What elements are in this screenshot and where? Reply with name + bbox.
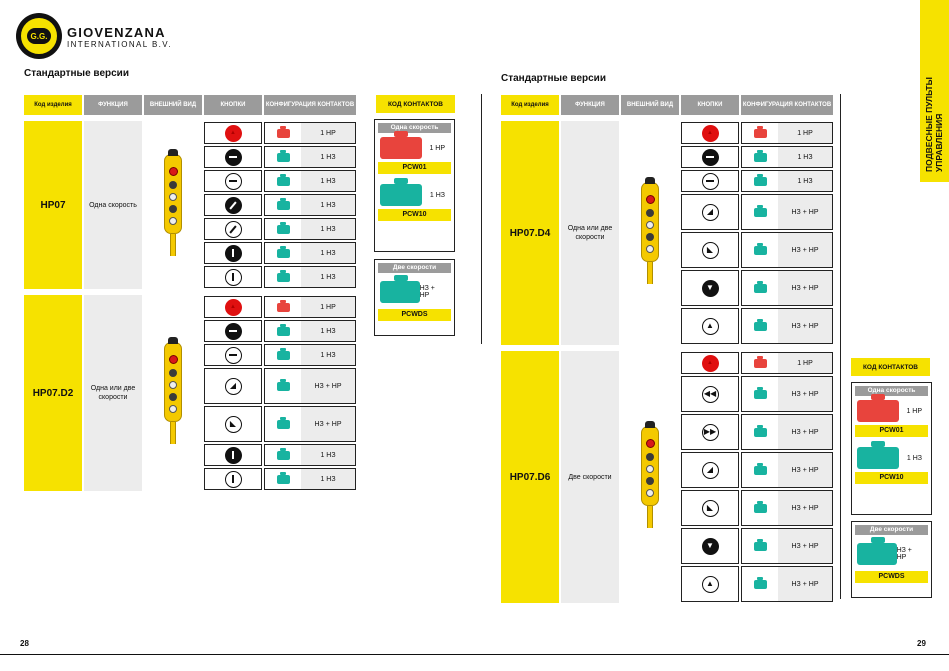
contact-code-title: КОД КОНТАКТОВ xyxy=(851,358,930,376)
table-row xyxy=(24,295,356,319)
black-h-button-icon xyxy=(225,149,242,166)
contact-block-green-icon xyxy=(754,580,767,589)
contact-config-label: 1 НЗ xyxy=(301,469,355,489)
contact-config-label: НЗ + НР xyxy=(778,377,832,411)
black-v-button-icon xyxy=(225,245,242,262)
contact-config-label: НЗ + НР xyxy=(778,309,832,343)
white-left-button-icon: ◀◀ xyxy=(702,386,719,403)
header-config: КОНФИГУРАЦИЯ КОНТАКТОВ xyxy=(264,95,356,115)
legend-single-speed: Одна скорость 1 НР PCW01 1 НЗ PCW10 xyxy=(851,382,932,515)
left-section-title: Стандартные версии xyxy=(24,68,129,79)
white-v-button-icon xyxy=(225,471,242,488)
contact-config-label: 1 НЗ xyxy=(301,219,355,239)
header-visual: ВНЕШНИЙ ВИД xyxy=(144,95,202,115)
contact-block-green-icon xyxy=(754,284,767,293)
contact-config-label: 1 НР xyxy=(778,353,832,373)
contact-block-green-icon xyxy=(380,281,420,303)
contact-config-label: 1 НР xyxy=(778,123,832,143)
product-code: HP07.D2 xyxy=(24,295,82,491)
contact-code-title: КОД КОНТАКТОВ xyxy=(376,95,455,113)
contact-block-red-icon xyxy=(754,359,767,368)
header-function: ФУНКЦИЯ xyxy=(84,95,142,115)
legend-single-speed: Одна скорость 1 НР PCW01 1 НЗ PCW10 xyxy=(374,119,455,252)
contact-block-green-icon xyxy=(277,153,290,162)
contact-block-green-icon xyxy=(277,273,290,282)
contact-block-green-icon xyxy=(754,208,767,217)
pendant-image xyxy=(621,182,679,284)
bottom-rule xyxy=(0,654,949,655)
header-buttons: КНОПКИ xyxy=(204,95,262,115)
contact-block-red-icon xyxy=(277,129,290,138)
black-h-button-icon xyxy=(225,323,242,340)
contact-config-label: НЗ + НР xyxy=(778,271,832,305)
white-h-button-icon xyxy=(702,173,719,190)
contact-block-red-icon xyxy=(754,129,767,138)
contact-block-green-icon xyxy=(277,177,290,186)
product-function: Одна скорость xyxy=(84,121,142,289)
contact-block-green-icon xyxy=(754,177,767,186)
black-tri-down-button-icon: ▼ xyxy=(702,538,719,555)
white-h-button-icon xyxy=(225,173,242,190)
stop-button-icon: ▲ xyxy=(225,125,242,142)
contact-block-green-icon xyxy=(380,184,422,206)
contact-block-green-icon xyxy=(277,327,290,336)
header-buttons: КНОПКИ xyxy=(681,95,739,115)
white-up-button-icon: ◢ xyxy=(225,378,242,395)
page-number-right: 29 xyxy=(917,639,926,648)
contact-config-label: 1 НЗ xyxy=(301,243,355,263)
page-number-left: 28 xyxy=(20,639,29,648)
contact-config-label: НЗ + НР xyxy=(778,233,832,267)
contact-config-label: НЗ + НР xyxy=(778,195,832,229)
contact-config-label: НЗ + НР xyxy=(778,415,832,449)
stop-button-icon: ▲ xyxy=(225,299,242,316)
white-up-button-icon: ◢ xyxy=(702,462,719,479)
white-down-button-icon: ◣ xyxy=(225,416,242,433)
table-row xyxy=(24,121,356,145)
contact-block-green-icon xyxy=(277,249,290,258)
white-up-button-icon: ◢ xyxy=(702,204,719,221)
contact-block-green-icon xyxy=(754,246,767,255)
stop-button-icon: ▲ xyxy=(702,355,719,372)
contact-block-green-icon xyxy=(754,428,767,437)
contact-block-green-icon xyxy=(857,543,897,565)
product-function: Одна или две скорости xyxy=(84,295,142,491)
product-code: HP07.D6 xyxy=(501,351,559,603)
stop-button-icon: ▲ xyxy=(702,125,719,142)
contact-config-label: НЗ + НР xyxy=(778,567,832,601)
legend-two-speed: Две скорости НЗ + НР PCWDS xyxy=(374,259,455,336)
black-v-button-icon xyxy=(225,447,242,464)
contact-config-label: 1 НЗ xyxy=(778,171,832,191)
product-function: Две скорости xyxy=(561,351,619,603)
pendant-image xyxy=(144,154,202,256)
header-config: КОНФИГУРАЦИЯ КОНТАКТОВ xyxy=(741,95,833,115)
contact-config-label: 1 НЗ xyxy=(301,345,355,365)
brand-name: GIOVENZANA xyxy=(67,25,166,40)
column-divider xyxy=(840,94,841,599)
contact-block-green-icon xyxy=(277,351,290,360)
product-code: HP07 xyxy=(24,121,82,289)
brand-subtitle: INTERNATIONAL B.V. xyxy=(67,40,172,49)
header-code: Код изделия xyxy=(24,95,82,115)
contact-config-label: 1 НЗ xyxy=(301,171,355,191)
header-function: ФУНКЦИЯ xyxy=(561,95,619,115)
contact-block-red-icon xyxy=(380,137,422,159)
table-row xyxy=(501,121,833,145)
contact-block-green-icon xyxy=(754,504,767,513)
left-product-table xyxy=(22,95,358,491)
contact-block-green-icon xyxy=(277,475,290,484)
contact-block-green-icon xyxy=(277,382,290,391)
pendant-image xyxy=(621,426,679,528)
white-h-button-icon xyxy=(225,347,242,364)
right-section-title: Стандартные версии xyxy=(501,73,606,84)
contact-block-green-icon xyxy=(277,201,290,210)
contact-block-green-icon xyxy=(754,390,767,399)
white-tri-up-button-icon: ▲ xyxy=(702,318,719,335)
giovenzana-logo: G.G. xyxy=(16,13,62,59)
right-product-table xyxy=(499,95,835,603)
header-visual: ВНЕШНИЙ ВИД xyxy=(621,95,679,115)
contact-config-label: 1 НР xyxy=(301,123,355,143)
contact-block-green-icon xyxy=(754,542,767,551)
contact-block-red-icon xyxy=(277,303,290,312)
contact-block-red-icon xyxy=(857,400,899,422)
contact-config-label: 1 НЗ xyxy=(301,445,355,465)
contact-config-label: 1 НР xyxy=(301,297,355,317)
black-d-button-icon xyxy=(225,197,242,214)
contact-block-green-icon xyxy=(754,153,767,162)
header-code: Код изделия xyxy=(501,95,559,115)
contact-block-green-icon xyxy=(857,447,899,469)
table-row xyxy=(501,351,833,375)
legend-two-speed: Две скорости НЗ + НР PCWDS xyxy=(851,521,932,598)
contact-config-label: НЗ + НР xyxy=(301,407,355,441)
contact-config-label: 1 НЗ xyxy=(301,195,355,215)
product-code: HP07.D4 xyxy=(501,121,559,345)
contact-block-green-icon xyxy=(277,420,290,429)
white-d-button-icon xyxy=(225,221,242,238)
white-v-button-icon xyxy=(225,269,242,286)
white-down-button-icon: ◣ xyxy=(702,242,719,259)
contact-config-label: 1 НЗ xyxy=(301,147,355,167)
column-divider xyxy=(481,94,482,344)
contact-config-label: НЗ + НР xyxy=(778,453,832,487)
contact-config-label: 1 НЗ xyxy=(301,321,355,341)
contact-block-green-icon xyxy=(277,451,290,460)
black-h-button-icon xyxy=(702,149,719,166)
black-tri-down-button-icon: ▼ xyxy=(702,280,719,297)
product-function: Одна или две скорости xyxy=(561,121,619,345)
contact-block-green-icon xyxy=(277,225,290,234)
contact-block-green-icon xyxy=(754,466,767,475)
contact-config-label: 1 НЗ xyxy=(301,267,355,287)
contact-block-green-icon xyxy=(754,322,767,331)
contact-config-label: НЗ + НР xyxy=(778,529,832,563)
contact-config-label: НЗ + НР xyxy=(301,369,355,403)
contact-config-label: НЗ + НР xyxy=(778,491,832,525)
white-right-button-icon: ▶▶ xyxy=(702,424,719,441)
pendant-image xyxy=(144,342,202,444)
section-side-tab: ПОДВЕСНЫЕ ПУЛЬТЫ УПРАВЛЕНИЯ xyxy=(920,0,949,182)
contact-config-label: 1 НЗ xyxy=(778,147,832,167)
white-down-button-icon: ◣ xyxy=(702,500,719,517)
white-tri-up-button-icon: ▲ xyxy=(702,576,719,593)
